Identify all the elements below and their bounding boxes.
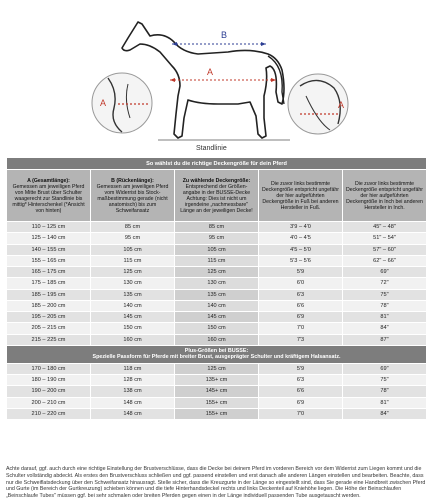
table-row [7, 375, 427, 386]
plus-sizes-header [7, 345, 427, 363]
plus-sizes-title: Plus-Größen bei BUSSE: [184, 347, 249, 354]
table-cell: 145 cm [175, 312, 259, 323]
table-row [7, 397, 427, 408]
table-cell: 72" [343, 278, 427, 289]
table-cell: 180 – 190 cm [7, 375, 91, 386]
table-row [7, 233, 427, 244]
table-cell: 150 cm [91, 323, 175, 334]
table-cell: 105 cm [91, 244, 175, 255]
table-cell: 6'6 [259, 386, 343, 397]
table-cell: 125 cm [91, 267, 175, 278]
table-row [7, 255, 427, 266]
table-cell: 84" [343, 323, 427, 334]
table-cell: 170 – 180 cm [7, 363, 91, 374]
table-cell: 45" – 48" [343, 222, 427, 233]
column-header-1 [7, 170, 91, 222]
table-row [7, 278, 427, 289]
column-header-text: Gemessen am jeweiligen Pferd von Mitte Brust über Schulter waagerecht zur Standlinie bis mittig* Hinterschenkel (*Ansicht von hinten) [12, 183, 85, 214]
size-table [6, 157, 427, 420]
table-cell: 69" [343, 267, 427, 278]
table-row [7, 312, 427, 323]
table-row [7, 289, 427, 300]
table-cell: 130 cm [175, 278, 259, 289]
table-cell: 138 cm [91, 386, 175, 397]
table-cell: 6'6 [259, 300, 343, 311]
table-cell: 81" [343, 312, 427, 323]
table-cell: 85 cm [91, 222, 175, 233]
table-cell: 150 cm [175, 323, 259, 334]
column-header-5 [343, 170, 427, 222]
table-cell: 4'0 – 4'5 [259, 233, 343, 244]
table-cell: 78" [343, 300, 427, 311]
column-header-title: A (Gesamtlänge): [27, 177, 70, 184]
table-cell: 155 – 165 cm [7, 255, 91, 266]
chest-measure-label: A [100, 98, 107, 108]
table-cell: 130 cm [91, 278, 175, 289]
table-cell: 6'9 [259, 397, 343, 408]
table-cell: 200 – 210 cm [7, 397, 91, 408]
column-header-2 [91, 170, 175, 222]
table-cell: 140 cm [91, 300, 175, 311]
column-header-4 [259, 170, 343, 222]
table-cell: 51" – 54" [343, 233, 427, 244]
table-cell: 5'9 [259, 267, 343, 278]
table-cell: 195 – 205 cm [7, 312, 91, 323]
table-cell: 125 cm [175, 363, 259, 374]
hindquarter-measure-label: A [338, 100, 345, 110]
table-cell: 175 – 185 cm [7, 278, 91, 289]
horse-measurement-diagram [0, 0, 433, 158]
table-cell: 84" [343, 408, 427, 419]
column-header-text: Gemessen am jeweiligen Pferd vom Widerrist bis Stock-maßbestimmung gerade (nicht anatomisch) bis zum Schweifansatz [96, 183, 169, 214]
table-cell: 115 cm [175, 255, 259, 266]
table-cell: 87" [343, 334, 427, 345]
table-row [7, 323, 427, 334]
total-length-label: A [207, 67, 214, 77]
table-cell: 75" [343, 289, 427, 300]
table-row [7, 334, 427, 345]
table-cell: 128 cm [91, 375, 175, 386]
table-cell: 160 cm [91, 334, 175, 345]
table-cell: 160 cm [175, 334, 259, 345]
table-cell: 135 cm [91, 289, 175, 300]
table-cell: 62" – 66" [343, 255, 427, 266]
table-cell: 6'9 [259, 312, 343, 323]
table-cell: 148 cm [91, 397, 175, 408]
table-cell: 81" [343, 397, 427, 408]
table-cell: 78" [343, 386, 427, 397]
table-cell: 155+ cm [175, 408, 259, 419]
table-cell: 7'3 [259, 334, 343, 345]
table-cell: 135+ cm [175, 375, 259, 386]
table-cell: 155+ cm [175, 397, 259, 408]
table-cell: 140 – 155 cm [7, 244, 91, 255]
table-cell: 125 cm [175, 267, 259, 278]
table-cell: 215 – 225 cm [7, 334, 91, 345]
table-cell: 7'0 [259, 323, 343, 334]
table-cell: 148 cm [91, 408, 175, 419]
table-cell: 6'3 [259, 375, 343, 386]
table-cell: 6'0 [259, 278, 343, 289]
size-table-container [6, 157, 427, 420]
table-cell: 118 cm [91, 363, 175, 374]
table-cell: 165 – 175 cm [7, 267, 91, 278]
table-cell: 95 cm [175, 233, 259, 244]
ground-line-label: Standlinie [196, 145, 227, 152]
table-row [7, 244, 427, 255]
footnote-text: Achte darauf, ggf. auch durch eine richtige Einstellung der Brustverschlüsse, dass die Decke bei deinem Pferd im vorderen Bereich vor dem Widerrist zum Liegen kommt und die Schulter vollständig abdeckt. Als erstes den Brustverschluss schließen und ggf. passend einstellen und erst danach alle anderen Längen einstellen und bearbeiten. Beachte, dass nur die Schweiflatsdeckung über den Schweifansatz hinausragt. Stelle sicher, dass die Kreuzgurte in der Länge so eingestellt sind, dass Sie gerade eine Handbreit zwischen Pferd und Gurte (im Bereich der Gurtkreuzung) schieben können und die tiefe Hinterhandsdeckel rechts und links Deckenteil auf Kniehöhe liegen. Die Höhe der Beinschlaufen „Beinschlaufe Tubes" müssen ggf. bei sehr schmalen oder breiten Pferden gegen einen in der Länge individuell passenden Tube ausgetauscht werden. [6, 466, 426, 500]
back-length-label: B [221, 30, 228, 40]
table-cell: 5'3 – 5'6 [259, 255, 343, 266]
table-cell: 110 – 125 cm [7, 222, 91, 233]
table-cell: 105 cm [175, 244, 259, 255]
table-cell: 190 – 200 cm [7, 386, 91, 397]
table-cell: 115 cm [91, 255, 175, 266]
table-cell: 5'9 [259, 363, 343, 374]
table-row [7, 363, 427, 374]
table-row [7, 300, 427, 311]
table-cell: 145+ cm [175, 386, 259, 397]
table-cell: 95 cm [91, 233, 175, 244]
table-row [7, 408, 427, 419]
table-title: So wählst du die richtige Deckengröße für dein Pferd [7, 158, 427, 170]
table-row [7, 386, 427, 397]
table-cell: 140 cm [175, 300, 259, 311]
column-header-text: Entsprechend der Größen-angabe in der BUSSE-Decke Achtung: Dies ist nicht um irgendeine „nachmessbare" Länge an der jeweiligen Decke! [180, 183, 253, 214]
table-cell: 57" – 60" [343, 244, 427, 255]
column-header-3 [175, 170, 259, 222]
table-cell: 125 – 140 cm [7, 233, 91, 244]
table-cell: 6'3 [259, 289, 343, 300]
plus-sizes-subtitle: Spezielle Passform für Pferde mit breiter Brust, ausgeprägter Schulter und kräftigem Halsansatz. [92, 354, 341, 361]
column-header-title: B (Rückenlänge): [111, 177, 154, 184]
table-cell: 185 – 200 cm [7, 300, 91, 311]
table-row [7, 222, 427, 233]
table-cell: 85 cm [175, 222, 259, 233]
table-row [7, 267, 427, 278]
table-cell: 69" [343, 363, 427, 374]
table-cell: 7'0 [259, 408, 343, 419]
table-cell: 145 cm [91, 312, 175, 323]
table-cell: 3'9 – 4'0 [259, 222, 343, 233]
table-cell: 210 – 220 cm [7, 408, 91, 419]
column-header-text: Die zuvor links bestimmte Deckengröße entspricht ungefähr der hier aufgeführten Deckengröße in Fuß bei anderen Hersteller in Fuß. [262, 180, 339, 211]
table-cell: 4'5 – 5'0 [259, 244, 343, 255]
table-cell: 185 – 195 cm [7, 289, 91, 300]
table-cell: 75" [343, 375, 427, 386]
table-cell: 205 – 215 cm [7, 323, 91, 334]
table-cell: 135 cm [175, 289, 259, 300]
column-header-title: Zu wählende Deckengröße: [182, 177, 251, 184]
column-header-text: Die zuvor links bestimmte Deckengröße entspricht ungefähr der hier aufgeführten Deckengröße in Inch bei anderen Hersteller in Inch. [346, 180, 423, 211]
